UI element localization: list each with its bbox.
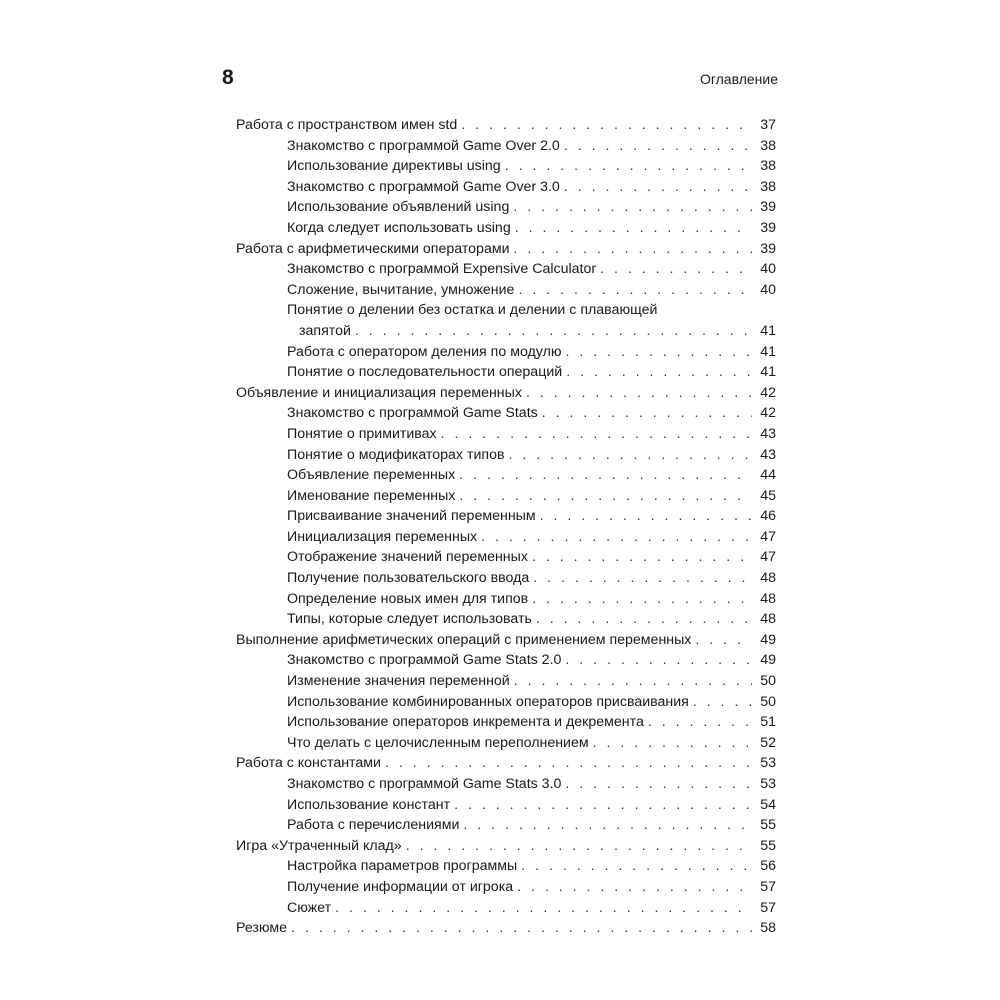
toc-entry: [236, 795, 776, 816]
toc-entry-page: 55: [760, 837, 776, 854]
toc-entry: [236, 918, 776, 939]
toc-entry-page: 48: [760, 611, 776, 628]
toc-entry-title: Знакомство с программой Game Stats: [287, 405, 538, 422]
dot-leader: [505, 156, 752, 177]
dot-leader: [648, 712, 752, 733]
dot-leader: [454, 795, 752, 816]
dot-leader: [565, 650, 752, 671]
toc-entry-page: 55: [760, 817, 776, 834]
toc-entry-page: 43: [760, 446, 776, 463]
toc-entry: [236, 815, 776, 836]
toc-entry: [236, 177, 776, 198]
toc-entry: [236, 197, 776, 218]
toc-entry-title: Сюжет: [287, 899, 332, 916]
toc-entry-title: Определение новых имен для типов: [287, 590, 529, 607]
toc-entry: [236, 445, 776, 466]
dot-leader: [385, 753, 752, 774]
toc-entry-title: Получение информации от игрока: [287, 878, 514, 895]
toc-entry-page: 41: [760, 322, 776, 339]
toc-entry-page: 50: [760, 693, 776, 710]
toc-entry: [236, 877, 776, 898]
page-number: 8: [222, 66, 234, 89]
toc-entry: [236, 671, 776, 692]
toc-entry-page: 45: [760, 487, 776, 504]
toc-entry-page: 41: [760, 343, 776, 360]
toc-entry: [236, 362, 776, 383]
dot-leader: [695, 630, 752, 651]
toc-entry-title: Знакомство с программой Expensive Calculator: [287, 261, 597, 278]
toc-entry-page: 40: [760, 261, 776, 278]
toc-entry-title: Отображение значений переменных: [287, 549, 528, 566]
toc-entry-page: 53: [760, 755, 776, 772]
dot-leader: [355, 321, 752, 342]
dot-leader: [515, 218, 752, 239]
toc-entry-page: 46: [760, 508, 776, 525]
toc-entry-title: Знакомство с программой Game Stats 2.0: [287, 652, 562, 669]
toc-entry-page: 39: [760, 219, 776, 236]
toc-entry-page: 47: [760, 528, 776, 545]
toc-entry: [236, 589, 776, 610]
dot-leader: [335, 898, 752, 919]
dot-leader: [542, 403, 752, 424]
toc-entry-page: 47: [760, 549, 776, 566]
toc-entry-page: 49: [760, 652, 776, 669]
toc-entry-page: 40: [760, 281, 776, 298]
dot-leader: [463, 815, 752, 836]
toc-entry-page: 48: [760, 570, 776, 587]
dot-leader: [461, 115, 752, 136]
toc-entry-title: Инициализация переменных: [287, 528, 478, 545]
toc-entry: [236, 424, 776, 445]
toc-entry-title: Именование переменных: [287, 487, 456, 504]
dot-leader: [517, 877, 752, 898]
dot-leader: [536, 609, 752, 630]
toc-entry-title: Типы, которые следует использовать: [287, 611, 532, 628]
toc-entry: [236, 465, 776, 486]
toc-entry-title: Использование констант: [287, 796, 451, 813]
toc-entry-page: 39: [760, 199, 776, 216]
toc-entry-title: Объявление и инициализация переменных: [236, 384, 522, 401]
toc-entry-title: Игра «Утраченный клад»: [236, 837, 402, 854]
toc-entry: [236, 692, 776, 713]
toc-entry-page: 37: [760, 117, 776, 133]
toc-entry-title: Выполнение арифметических операций с применением переменных: [236, 631, 692, 648]
dot-leader: [564, 136, 752, 157]
toc-entry-title: Получение пользовательского ввода: [287, 570, 530, 587]
toc-entry-title: Работа с константами: [236, 755, 381, 772]
toc-entry-page: 43: [760, 425, 776, 442]
dot-leader: [532, 547, 752, 568]
toc-entry-title: Использование комбинированных операторов присваивания: [287, 693, 689, 710]
toc-entry: [236, 774, 776, 795]
toc-entry-page: 38: [760, 178, 776, 195]
dot-leader: [565, 774, 752, 795]
toc-entry: [236, 898, 776, 919]
toc-entry-title: Объявление переменных: [287, 467, 456, 484]
toc-entry-title-continued: запятой: [299, 322, 351, 339]
toc-entry-title: Работа с арифметическими операторами: [236, 240, 510, 257]
toc-entry: [236, 136, 776, 157]
dot-leader: [593, 733, 752, 754]
dot-leader: [564, 177, 752, 198]
dot-leader: [291, 918, 752, 939]
toc-entry-title: Понятие о делении без остатка и делении с плавающей: [287, 302, 658, 319]
toc-entry-title: Работа с оператором деления по модулю: [287, 343, 562, 360]
dot-leader: [514, 239, 752, 260]
toc-entry: [236, 259, 776, 280]
toc-entry: [236, 712, 776, 733]
dot-leader: [459, 465, 752, 486]
toc-entry: [236, 115, 776, 136]
toc-entry-title: Изменение значения переменной: [287, 673, 510, 690]
toc-entry-page: 39: [760, 240, 776, 257]
toc-entry: [236, 506, 776, 527]
dot-leader: [521, 856, 752, 877]
dot-leader: [481, 527, 752, 548]
toc-entry-title: Знакомство с программой Game Over 2.0: [287, 137, 560, 154]
dot-leader: [533, 568, 752, 589]
toc-entry-title: Понятие о последовательности операций: [287, 364, 563, 381]
dot-leader: [566, 362, 752, 383]
dot-leader: [441, 424, 752, 445]
toc-entry: [236, 856, 776, 877]
toc-entry: [236, 300, 776, 341]
toc-entry-page: 57: [760, 899, 776, 916]
dot-leader: [513, 197, 752, 218]
toc-entry: [236, 218, 776, 239]
toc-entry: [236, 547, 776, 568]
toc-entry: [236, 280, 776, 301]
table-of-contents: [236, 115, 776, 939]
running-head: Оглавление: [699, 71, 778, 87]
toc-entry-page: 48: [760, 590, 776, 607]
toc-entry: [236, 527, 776, 548]
toc-entry-title: Присваивание значений переменным: [287, 508, 536, 525]
toc-entry: [236, 650, 776, 671]
toc-entry-page: 54: [760, 796, 776, 813]
toc-entry-title: Знакомство с программой Game Over 3.0: [287, 178, 560, 195]
toc-entry-page: 41: [760, 364, 776, 381]
toc-entry-page: 49: [760, 631, 776, 648]
toc-entry-page: 42: [760, 384, 776, 401]
toc-entry-title: Резюме: [236, 920, 288, 937]
toc-entry-page: 51: [760, 714, 776, 731]
toc-entry-title: Что делать с целочисленным переполнением: [287, 734, 589, 751]
toc-entry-page: 42: [760, 405, 776, 422]
toc-entry: [236, 239, 776, 260]
dot-leader: [600, 259, 752, 280]
dot-leader: [540, 506, 752, 527]
toc-entry-page: 57: [760, 878, 776, 895]
toc-entry-page: 38: [760, 137, 776, 154]
dot-leader: [566, 342, 752, 363]
toc-entry: [236, 156, 776, 177]
toc-entry-page: 56: [760, 858, 776, 875]
dot-leader: [693, 692, 752, 713]
dot-leader: [406, 836, 752, 857]
toc-entry: [236, 383, 776, 404]
toc-entry-page: 50: [760, 673, 776, 690]
toc-entry: [236, 753, 776, 774]
toc-entry-title: Использование операторов инкремента и декремента: [287, 714, 644, 731]
toc-entry: [236, 630, 776, 651]
toc-entry-page: 58: [760, 920, 776, 937]
toc-entry-title: Понятие о модификаторах типов: [287, 446, 505, 463]
dot-leader: [514, 671, 752, 692]
toc-entry-title: Работа с пространством имен std: [236, 117, 458, 133]
toc-entry: [236, 342, 776, 363]
toc-entry: [236, 486, 776, 507]
toc-entry-title: Знакомство с программой Game Stats 3.0: [287, 776, 562, 792]
toc-entry-title: Сложение, вычитание, умножение: [287, 281, 515, 298]
dot-leader: [459, 486, 752, 507]
dot-leader: [532, 589, 752, 610]
toc-entry-page: 44: [760, 467, 776, 484]
toc-entry-page: 53: [760, 776, 776, 792]
toc-entry-title: Работа с перечислениями: [287, 817, 460, 834]
toc-entry-title: Когда следует использовать using: [287, 219, 511, 236]
toc-entry-page: 38: [760, 158, 776, 175]
toc-entry-title: Использование директивы using: [287, 158, 501, 175]
dot-leader: [526, 383, 752, 404]
dot-leader: [518, 280, 752, 301]
toc-entry: [236, 403, 776, 424]
toc-entry: [236, 568, 776, 589]
toc-entry-title: Использование объявлений using: [287, 199, 510, 216]
toc-entry-page: 52: [760, 734, 776, 751]
toc-entry-title: Настройка параметров программы: [287, 858, 518, 875]
toc-entry-title: Понятие о примитивах: [287, 425, 437, 442]
toc-entry: [236, 733, 776, 754]
dot-leader: [509, 445, 752, 466]
toc-entry: [236, 609, 776, 630]
toc-entry: [236, 836, 776, 857]
